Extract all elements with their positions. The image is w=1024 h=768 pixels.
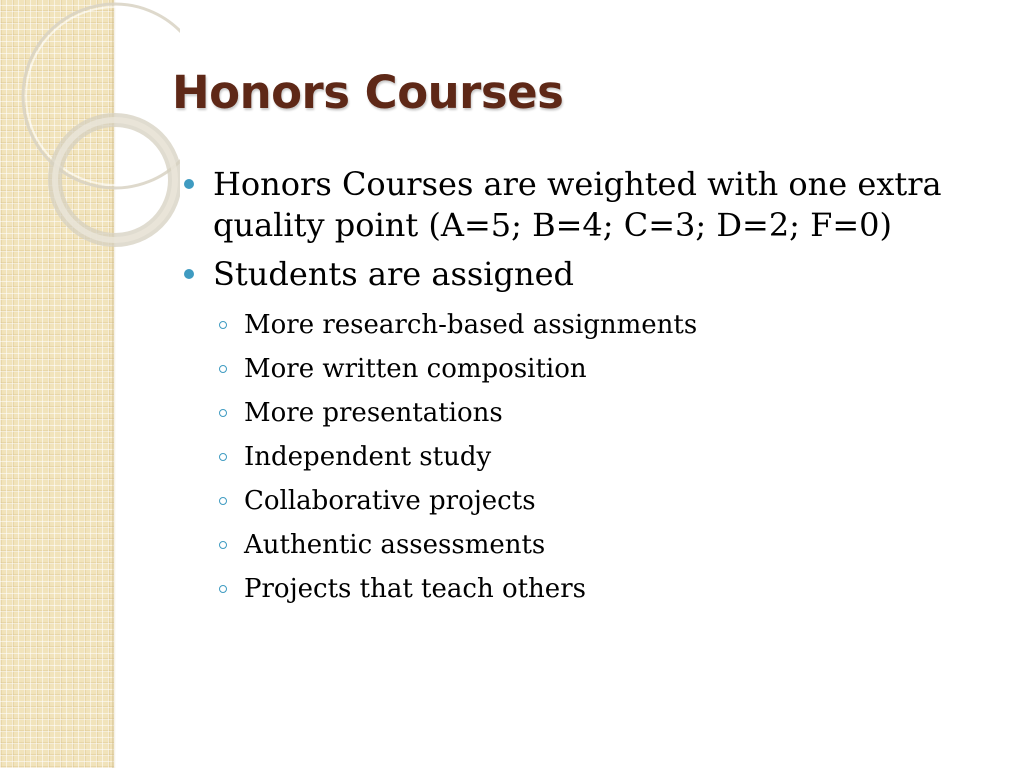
decorative-rings-icon [0, 0, 180, 300]
sub-bullet-item [182, 303, 962, 347]
bullet-text: Honors Courses are weighted with one extra quality point (A=5; B=4; C=3; D=2; F=0) [213, 165, 942, 244]
sub-bullet-text: More research-based assignments [244, 310, 698, 340]
sub-bullet-ring-icon [219, 365, 227, 373]
slide-title: Honors Courses [172, 66, 564, 119]
sub-bullet-ring-icon [219, 409, 227, 417]
bullet-item [182, 164, 962, 246]
sub-bullet-ring-icon [219, 497, 227, 505]
sub-bullet-text: More written composition [244, 354, 587, 384]
sub-bullet-item [182, 391, 962, 435]
sub-bullet-list [182, 303, 962, 611]
sub-bullet-ring-icon [219, 541, 227, 549]
sub-bullet-text: Authentic assessments [244, 530, 546, 560]
sub-bullet-item [182, 479, 962, 523]
bullet-dot-icon [184, 269, 194, 279]
slide-body [182, 164, 962, 611]
bullet-dot-icon [184, 179, 194, 189]
bullet-item [182, 254, 962, 295]
sub-bullet-text: Projects that teach others [244, 574, 586, 604]
sub-bullet-item [182, 347, 962, 391]
sub-bullet-text: Independent study [244, 442, 492, 472]
sub-bullet-item [182, 435, 962, 479]
sub-bullet-ring-icon [219, 453, 227, 461]
sub-bullet-item [182, 523, 962, 567]
sub-bullet-ring-icon [219, 585, 227, 593]
sub-bullet-text: More presentations [244, 398, 503, 428]
sub-bullet-item [182, 567, 962, 611]
sub-bullet-text: Collaborative projects [244, 486, 536, 516]
bullet-text: Students are assigned [213, 255, 575, 293]
sub-bullet-ring-icon [219, 321, 227, 329]
